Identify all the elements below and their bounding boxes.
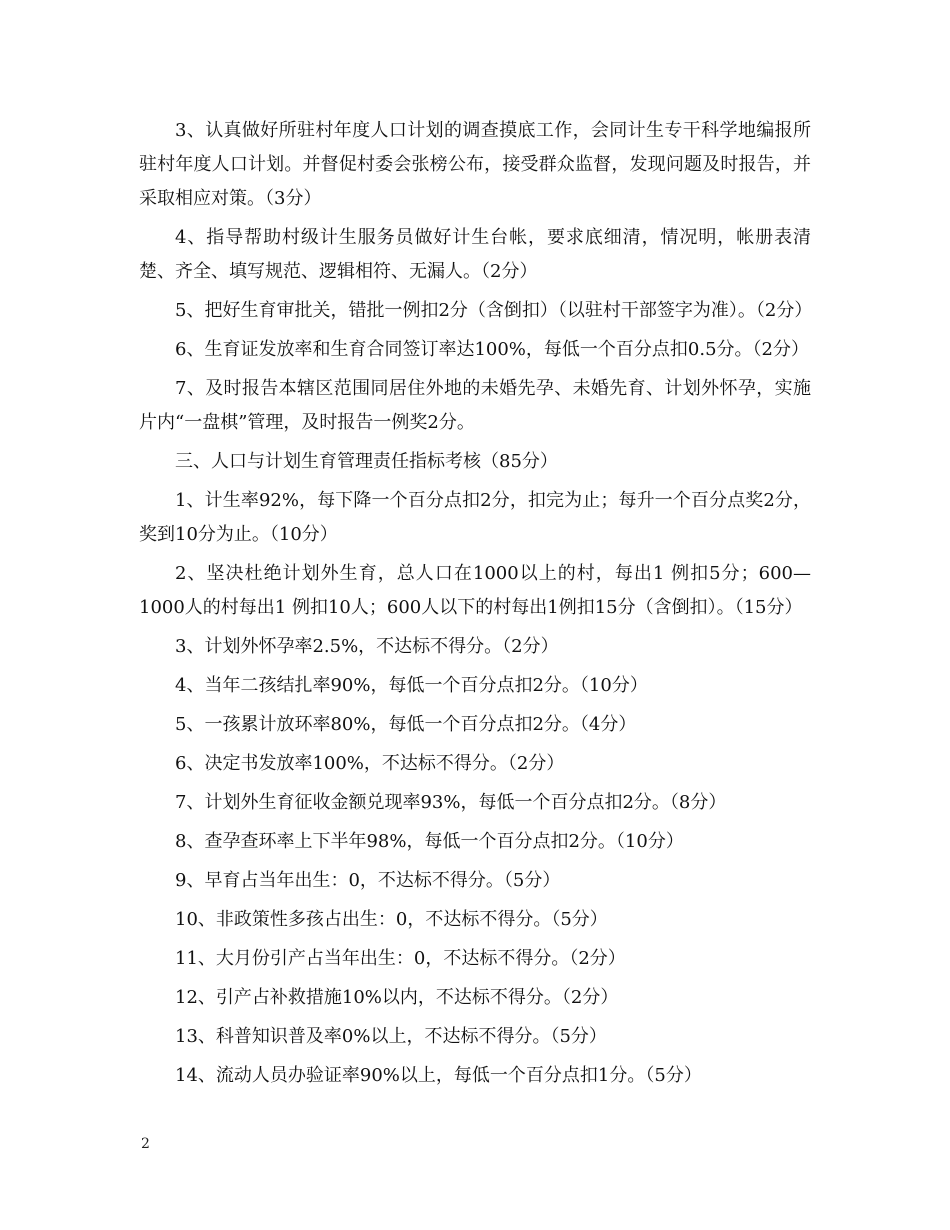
paragraph: 4、当年二孩结扎率90%，每低一个百分点扣2分。（10分）	[175, 675, 648, 696]
section-heading: 三、人口与计划生育管理责任指标考核（85分）	[175, 451, 558, 472]
paragraph: 3、认真做好所驻村年度人口计划的调查摸底工作，会同计生专干科学地编报所驻村年度人口计划。并督促村委会张榜公布，接受群众监督，发现问题及时报告，并采取相应对策。（3分）	[139, 120, 811, 209]
paragraph: 1、计生率92%，每下降一个百分点扣2分，扣完为止；每升一个百分点奖2分，奖到10分为止。（10分）	[139, 490, 811, 545]
paragraph: 7、计划外生育征收金额兑现率93%，每低一个百分点扣2分。（8分）	[175, 792, 727, 813]
paragraph: 10、非政策性多孩占出生：0，不达标不得分。（5分）	[175, 909, 608, 930]
paragraph: 6、决定书发放率100%，不达标不得分。（2分）	[175, 753, 565, 774]
page-number: 2	[141, 1136, 150, 1152]
paragraph: 9、早育占当年出生：0，不达标不得分。（5分）	[175, 870, 561, 891]
paragraph: 6、生育证发放率和生育合同签订率达100%，每低一个百分点扣0.5分。（2分）	[175, 339, 809, 360]
paragraph: 3、计划外怀孕率2.5%，不达标不得分。（2分）	[175, 636, 559, 657]
paragraph: 14、流动人员办验证率90%以上，每低一个百分点扣1分。（5分）	[175, 1065, 702, 1086]
paragraph: 5、把好生育审批关，错批一例扣2分（含倒扣）（以驻村干部签字为准）。（2分）	[175, 300, 813, 321]
paragraph: 12、引产占补救措施10%以内，不达标不得分。（2分）	[175, 987, 619, 1008]
paragraph: 11、大月份引产占当年出生：0，不达标不得分。（2分）	[175, 948, 626, 969]
paragraph: 7、及时报告本辖区范围同居住外地的未婚先孕、未婚先育、计划外怀孕，实施片内“一盘棋”管理，及时报告一例奖2分。	[139, 378, 811, 433]
paragraph: 13、科普知识普及率0%以上，不达标不得分。（5分）	[175, 1026, 607, 1047]
paragraph: 5、一孩累计放环率80%，每低一个百分点扣2分。（4分）	[175, 714, 637, 735]
document-body	[139, 114, 811, 1098]
paragraph: 2、坚决杜绝计划外生育，总人口在1000以上的村，每出1 例扣5分；600—1000人的村每出1 例扣10人；600人以下的村每出1例扣15分（含倒扣）。（15分）	[139, 563, 811, 618]
paragraph: 8、查孕查环率上下半年98%，每低一个百分点扣2分。（10分）	[175, 831, 684, 852]
paragraph: 4、指导帮助村级计生服务员做好计生台帐，要求底细清，情况明，帐册表清楚、齐全、填写规范、逻辑相符、无漏人。（2分）	[139, 227, 811, 282]
